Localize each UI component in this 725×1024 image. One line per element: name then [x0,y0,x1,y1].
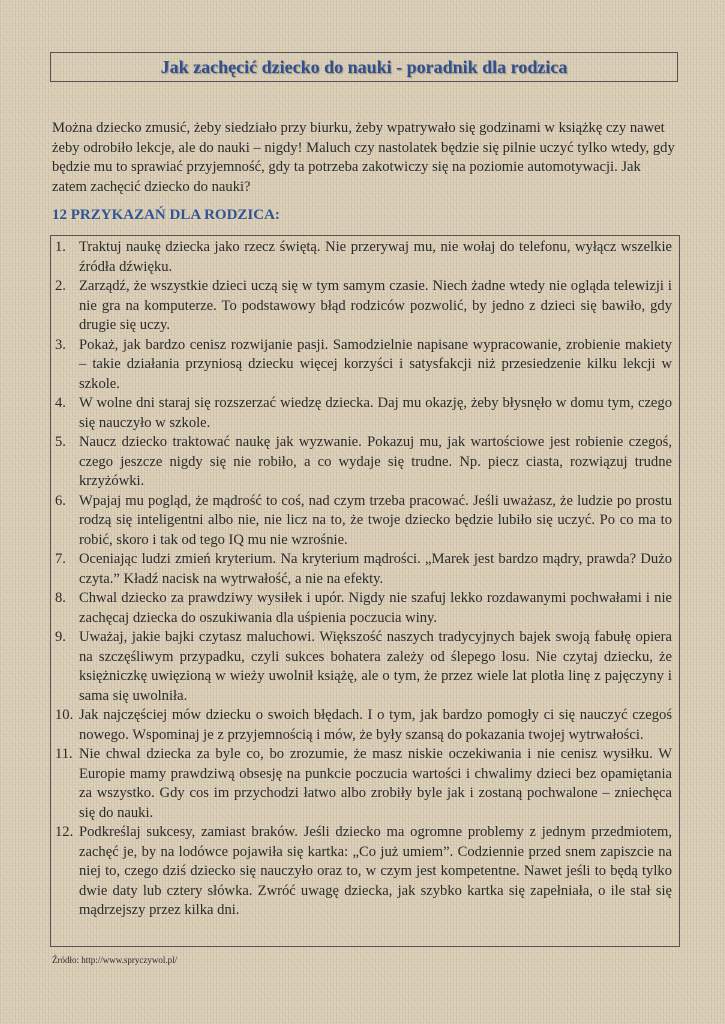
item-text: Nie chwal dziecka za byle co, bo zrozumie, że masz niskie oczekiwania i nie cenisz wysiłku. W Europie mamy prawdziwą obsesję na punkcie poczucia wartości i chwalimy dzieci bez opamiętania za wszystko. Gdy cos im przychodzi łatwo albo zrobiły byle jak i zostaną pochwalone – zniechęca się do nauki. [79,746,672,821]
item-text: Traktuj naukę dziecka jako rzecz świętą. Nie przerywaj mu, nie wołaj do telefonu, wyłącz wszelkie źródła dźwięku. [79,239,672,275]
section-heading: 12 PRZYKAZAŃ DLA RODZICA: [52,207,280,223]
list-item [55,492,672,551]
item-text: Oceniając ludzi zmień kryterium. Na kryterium mądrości. „Marek jest bardzo mądry, prawda? Dużo czyta.” Kładź nacisk na wytrwałość, a nie na efekty. [79,551,672,587]
page-title: Jak zachęcić dziecko do nauki - poradnik dla rodzica [160,57,568,77]
rules-box [50,235,680,947]
source-note: Źródło: http://www.spryczywol.pl/ [52,955,178,965]
list-item [55,745,672,823]
item-number: 10. [55,707,74,723]
item-text: Jak najczęściej mów dziecku o swoich błędach. I o tym, jak bardzo pomogły ci się nauczyć czegoś nowego. Wspominaj je z przyjemnością i mów, że były szansą do pokazania twojej wytrwałości. [79,707,672,743]
item-number: 2. [55,278,66,294]
item-number: 3. [55,336,66,353]
item-number: 4. [55,395,66,411]
title-box [50,52,678,82]
list-item [55,433,672,492]
intro-paragraph: Można dziecko zmusić, żeby siedziało przy biurku, żeby wpatrywało się godzinami w książkę czy nawet żeby odrobiło lekcje, ale do nauki – nigdy! Maluch czy nastolatek będzie się pilnie uczyć tylko wtedy, gdy będzie mu to sprawiać przyjemność, gdy ta potrzeba zakotwiczy się na poziomie automotywacji. Jak zatem zachęcić dziecko do nauki? [52,120,675,195]
item-text: Chwal dziecko za prawdziwy wysiłek i upór. Nigdy nie szafuj lekko rozdawanymi pochwałami i nie zachęcaj dziecka do oszukiwania dla uśpienia poczucia winy. [79,590,672,626]
item-number: 5. [55,434,66,450]
list-item [55,550,672,589]
item-text: Naucz dziecko traktować naukę jak wyzwanie. Pokazuj mu, jak wartościowe jest robienie czegoś, czego jeszcze nigdy się nie robiło, a co wydaje się trudne. Np. piecz ciasta, rozwiązuj trudne krzyżówki. [79,434,672,489]
list-item [55,706,672,745]
list-item [55,628,672,706]
item-text: Pokaż, jak bardzo cenisz rozwijanie pasji. Samodzielnie napisane wypracowanie, zrobienie makiety – takie działania przyniosą dziecku więcej korzyści i satysfakcji niż przesiedzenie kilku lekcji w szkole. [79,336,672,392]
item-number: 12. [55,824,74,840]
item-number: 11. [55,746,73,762]
list-item [55,277,672,336]
list-item [55,589,672,628]
item-text: W wolne dni staraj się rozszerzać wiedzę dziecka. Daj mu okazję, żeby błysnęło w domu tym, czego się nauczyło w szkole. [79,395,672,431]
list-item [55,238,672,277]
item-number: 7. [55,551,66,567]
list-item [55,823,672,921]
item-text: Uważaj, jakie bajki czytasz maluchowi. Większość naszych tradycyjnych bajek swoją fabułę opiera na szczęśliwym przypadku, czyli sukces bohatera zależy od ślepego losu. Nie czytaj dziecku, że księżniczkę uwięzioną w wieży uwolnił książę, ale o tym, że przez wiele lat plotła linę z pajęczyny i sama się uwolniła. [79,629,672,704]
rules-list [55,238,672,921]
item-text: Zarządź, że wszystkie dzieci uczą się w tym samym czasie. Niech żadne wtedy nie ogląda telewizji i nie gra na komputerze. To podstawowy błąd rodziców pozwolić, by jedno z dzieci się bawiło, gdy drugie się uczy. [79,278,672,333]
item-number: 9. [55,629,66,645]
list-item [55,394,672,433]
item-number: 8. [55,590,66,606]
item-number: 6. [55,492,66,509]
item-number: 1. [55,239,66,255]
item-text: Wpajaj mu pogląd, że mądrość to coś, nad czym trzeba pracować. Jeśli uważasz, że ludzie po prostu rodzą się inteligentni albo nie, nie licz na to, że twoje dziecko będzie lubiło się uczyć. Po co ma to robić, skoro i tak od tego IQ mu nie wzrośnie. [79,492,672,548]
list-item [55,336,672,395]
item-text: Podkreślaj sukcesy, zamiast braków. Jeśli dziecko ma ogromne problemy z jednym przedmiotem, zachęć je, by na lodówce pojawiła się kartka: „Co już umiem”. Codziennie przed snem zapiszcie na niej to, czego dziś dziecko się nauczyło oraz to, w czym jest kompetentne. Nawet jeśli to będą tylko dwie daty lub cztery słówka. Zwróć uwagę dziecka, jak szybko kartka się zapełniała, o ile stał się mądrzejszy przez kilka dni. [79,824,672,918]
